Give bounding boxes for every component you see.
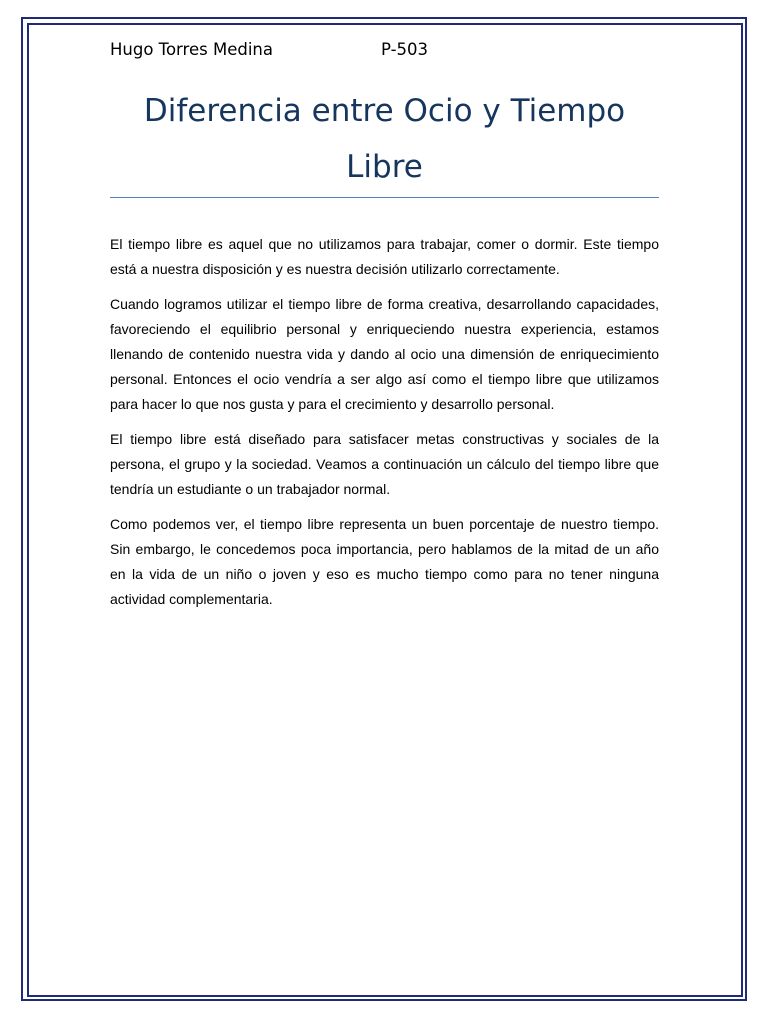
title-underline [110, 197, 659, 198]
body-text [110, 232, 659, 612]
document-title: Diferencia entre Ocio y Tiempo Libre [143, 93, 626, 185]
paragraph: Cuando logramos utilizar el tiempo libre de forma creativa, desarrollando capacidades, favoreciendo el equilibrio personal y enriqueciendo nuestra experiencia, estamos llenando de contenido nuestra vida y dando al ocio una dimensión de enriquecimiento personal. Entonces el ocio vendría a ser algo así como el tiempo libre que utilizamos para hacer lo que nos gusta y para el crecimiento y desarrollo personal. [110, 296, 659, 412]
paragraph: El tiempo libre está diseñado para satisfacer metas constructivas y sociales de la persona, el grupo y la sociedad. Veamos a continuación un cálculo del tiempo libre que tendría un estudiante o un trabajador normal. [110, 431, 659, 497]
document-body [110, 40, 659, 622]
paragraph: Como podemos ver, el tiempo libre representa un buen porcentaje de nuestro tiempo. Sin embargo, le concedemos poca importancia, pero hablamos de la mitad de un año en la vida de un niño o joven y eso es mucho tiempo como para no tener ninguna actividad complementaria. [110, 516, 659, 607]
group-code: P-503 [381, 40, 429, 59]
document-header [110, 40, 659, 64]
author-name: Hugo Torres Medina [110, 40, 273, 59]
paragraph: El tiempo libre es aquel que no utilizamos para trabajar, comer o dormir. Este tiempo está a nuestra disposición y es nuestra decisión utilizarlo correctamente. [110, 236, 659, 277]
